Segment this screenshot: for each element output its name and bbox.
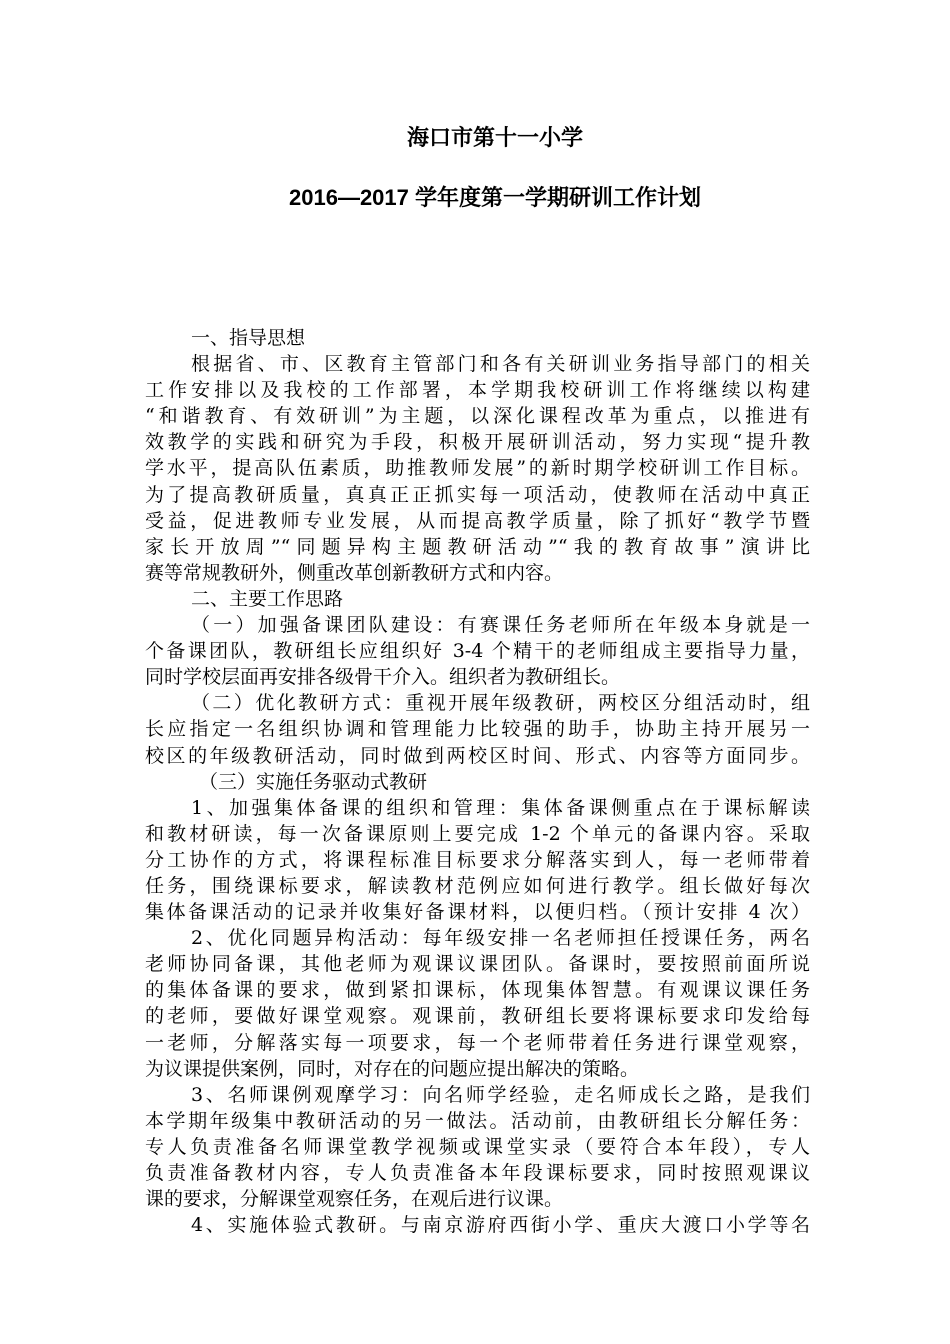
paragraph-line: 和教材研读，每一次备课原则上要完成 1-2 个单元的备课内容。采取 bbox=[145, 822, 810, 845]
paragraph-line: 效教学的实践和研究为手段，积极开展研训活动，努力实现“提升教 bbox=[145, 431, 810, 454]
paragraph-line: 的老师，要做好课堂观察。观课前，教研组长要将课标要求印发给每 bbox=[145, 1005, 810, 1028]
paragraph-line: 长应指定一名组织协调和管理能力比较强的助手，协助主持开展另一 bbox=[145, 718, 810, 741]
paragraph-line: 负责准备教材内容，专人负责准备本年段课标要求，同时按照观课议 bbox=[145, 1162, 810, 1184]
paragraph-line: 一老师，分解落实每一项要求，每一个老师带着任务进行课堂观察， bbox=[145, 1031, 810, 1054]
paragraph-line: 二、主要工作思路 bbox=[191, 587, 344, 610]
paragraph-line: 专人负责准备名师课堂教学视频或课堂实录（要符合本年段），专人 bbox=[145, 1135, 810, 1158]
paragraph-line: （二）优化教研方式：重视开展年级教研，两校区分组活动时，组 bbox=[191, 692, 810, 715]
paragraph-line: 受益，促进教师专业发展，从而提高教学质量，除了抓好“教学节暨 bbox=[145, 509, 810, 532]
paragraph-line: 本学期年级集中教研活动的另一做法。活动前，由教研组长分解任务： bbox=[145, 1109, 810, 1132]
plan-title-heading: 2016—2017 学年度第一学期研训工作计划 bbox=[289, 185, 701, 210]
document-body bbox=[145, 325, 810, 1238]
paragraph-line: “和谐教育、有效研训”为主题，以深化课程改革为重点，以推进有 bbox=[145, 405, 810, 428]
paragraph-line: 3、名师课例观摩学习：向名师学经验，走名师成长之路，是我们 bbox=[191, 1083, 810, 1106]
paragraph-line: 的集体备课的要求，做到紧扣课标，体现集体智慧。有观课议课任务 bbox=[145, 979, 810, 1002]
paragraph-line: 校区的年级教研活动，同时做到两校区时间、形式、内容等方面同步。 bbox=[145, 744, 810, 767]
paragraph-line: 家长开放周”“同题异构主题教研活动”“我的教育故事”演讲比 bbox=[145, 535, 810, 558]
paragraph-line: 同时学校层面再安排各级骨干介入。组织者为教研组长。 bbox=[145, 666, 621, 689]
paragraph-line: （一）加强备课团队建设：有赛课任务老师所在年级本身就是一 bbox=[191, 614, 810, 637]
paragraph-line: 学水平，提高队伍素质，助推教师发展”的新时期学校研训工作目标。 bbox=[145, 457, 810, 480]
paragraph-line: 4、实施体验式教研。与南京游府西街小学、重庆大渡口小学等名 bbox=[191, 1214, 810, 1237]
paragraph-line: 集体备课活动的记录并收集好备课材料，以便归档。（预计安排 4 次） bbox=[145, 901, 810, 924]
paragraph-line: 为议课提供案例，同时，对存在的问题应提出解决的策略。 bbox=[145, 1057, 640, 1080]
paragraph-line: 任务，围绕课标要求，解读教材范例应如何进行教学。组长做好每次 bbox=[145, 874, 810, 897]
paragraph-line: 1、加强集体备课的组织和管理：集体备课侧重点在于课标解读 bbox=[191, 796, 810, 819]
paragraph-line: 老师协同备课，其他老师为观课议课团队。备课时，要按照前面所说 bbox=[145, 953, 810, 976]
paragraph-line: 工作安排以及我校的工作部署，本学期我校研训工作将继续以构建 bbox=[145, 379, 810, 402]
paragraph-line: 根据省、市、区教育主管部门和各有关研训业务指导部门的相关 bbox=[191, 353, 810, 376]
school-name-heading: 海口市第十一小学 bbox=[406, 125, 583, 150]
paragraph-line: 一、指导思想 bbox=[191, 327, 306, 349]
paragraph-line: 赛等常规教研外，侧重改革创新教研方式和内容。 bbox=[145, 561, 564, 584]
paragraph-line: （三）实施任务驱动式教研 bbox=[199, 770, 428, 793]
paragraph-line: 为了提高教研质量，真真正正抓实每一项活动，使教师在活动中真正 bbox=[145, 483, 810, 506]
paragraph-line: 分工协作的方式，将课程标准目标要求分解落实到人，每一老师带着 bbox=[145, 848, 810, 871]
paragraph-line: 课的要求，分解课堂观察任务，在观后进行议课。 bbox=[145, 1188, 564, 1211]
paragraph-line: 个备课团队，教研组长应组织好 3-4 个精干的老师组成主要指导力量， bbox=[145, 640, 810, 663]
paragraph-line: 2、优化同题异构活动：每年级安排一名老师担任授课任务，两名 bbox=[191, 927, 810, 950]
